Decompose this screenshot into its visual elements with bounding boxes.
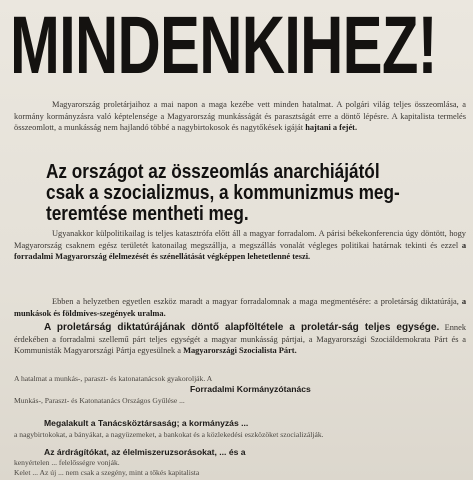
body-line-1: A hatalmat a munkás-, paraszt- és katonatanácsok gyakorolják. A — [14, 374, 213, 383]
third-paragraph-bold: a munkások és földmíves-szegények uralma. — [14, 297, 466, 318]
intro-lead: Magyarország proletárjaihoz a mai napon a maga kezébe vett minden hatalmat. A polgári világ teljes összeomlása, a kormány kormányzásra való képtelensége a Magyarország munkásságát és parasztságát erre a döntő lépésre. A kapitalista termelés összeomlott, a munkásság nem hajlandó többé a nagybirtokosok és nagytőkések igáját — [14, 100, 466, 133]
intro-paragraph — [14, 99, 466, 134]
body-line-5: a nagybirtokokat, a bányákat, a nagyüzemeket, a bankokat és a közlekedési eszközöket szocializálják. — [14, 430, 324, 439]
body-line-8: Kelet ... Az új ... nem csak a szegény, mint a tőkés kapitalista — [14, 468, 200, 477]
second-paragraph-bold: a forradalmi Magyarország élelmezését és szénellátását végképpen lehetetlenné teszi. — [14, 240, 467, 262]
headline-line-1: Az országot az összeomlás anarchiájától — [46, 161, 380, 183]
second-paragraph-text: Ugyanakkor külpolitikailag is teljes katasztrófa előtt áll a magyar forradalom. A párisi békekonferencia úgy döntött, hogy Magyarország csaknem egész területét katonailag megszállja, a megszállás vonalát végleges politikai határnak tekinti és ezzel — [14, 229, 466, 250]
intro-bold-end: hajtani a fejét. — [305, 123, 358, 133]
body-line-4: Megalakult a Tanácsköztársaság; a kormányzás ... — [44, 418, 249, 428]
fourth-paragraph-text: Ennek érdekében a forradalmi szellemű párt teljes egységét a magyar munkásság pártjai, a Magyarországi Szociáldemokrata Párt és a Kommunisták Magyarországi Pártja egyesülnek a — [14, 323, 467, 356]
fourth-paragraph-bold: A proletárság diktatúrájának döntő alapföltétele a proletár-ság teljes egysége. — [44, 322, 440, 333]
second-paragraph — [14, 228, 466, 263]
third-paragraph-text: Ebben a helyzetben egyetlen eszköz maradt a magyar forradalomnak a maga megmentésére: a proletárság diktatúrája, — [52, 297, 459, 306]
headline-line-3: teremtése mentheti meg. — [46, 203, 249, 225]
body-line-2: Forradalmi Kormányzótanács — [190, 384, 311, 394]
body-line-7: kenyértelen ... felelősségre vonják. — [14, 458, 120, 467]
fourth-paragraph — [14, 322, 466, 357]
body-line-6: Az árdrágítókat, az élelmiszeruzsorásokat, ... és a — [44, 447, 246, 457]
party-name: Magyarországi Szocialista Párt. — [183, 346, 297, 356]
body-line-3: Munkás-, Paraszt- és Katonatanács Országos Gyűlése ... — [14, 396, 185, 405]
third-paragraph — [14, 296, 466, 319]
poster-title: MINDENKIHEZ! — [10, 0, 437, 91]
headline-line-2: csak a szocializmus, a kommunizmus meg- — [46, 182, 400, 204]
